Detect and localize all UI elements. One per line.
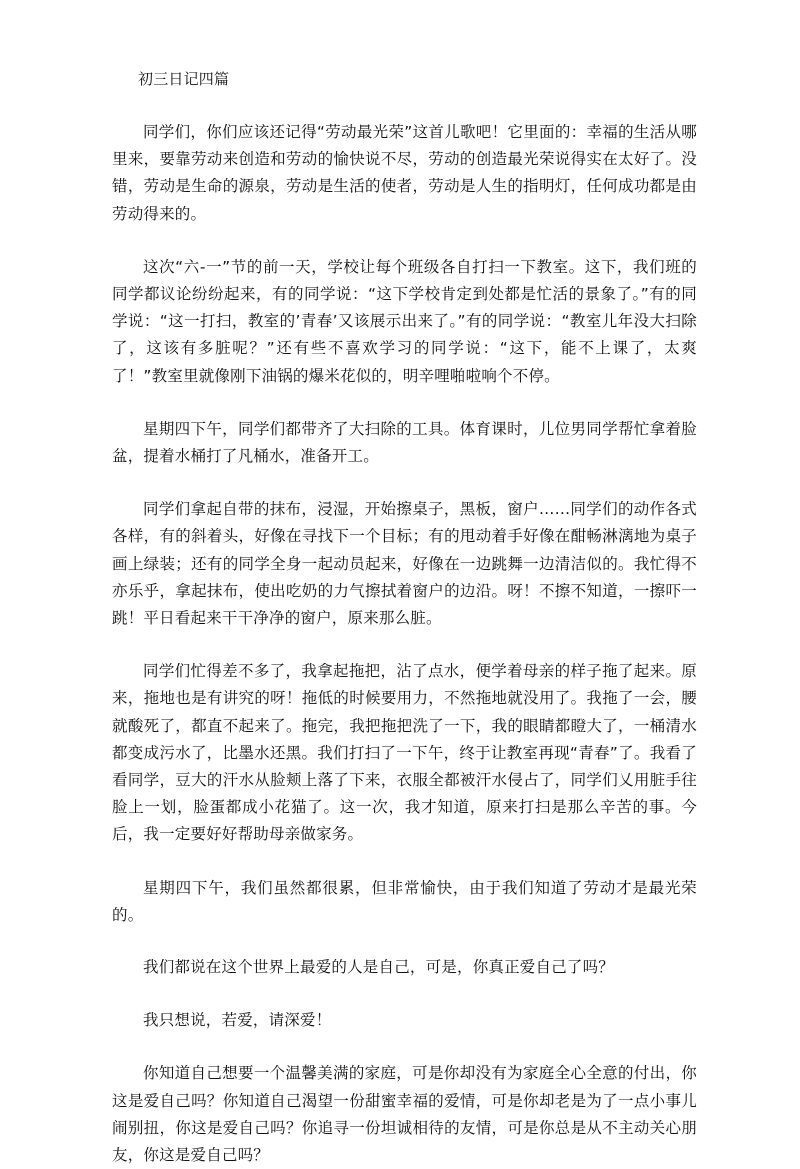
paragraph-1: 同学们，你们应该还记得“劳动最光荣”这首儿歌吧！它里面的：幸福的生活从哪里来，要靠劳动来创造和劳动的愉快说不尽，劳动的创造最光荣说得实在太好了。没错，劳动是生命的源泉，劳动是生活的使者，劳动是人生的指明灯，任何成功都是由劳动得来的。 <box>112 123 697 223</box>
paragraph-4: 同学们拿起自带的抹布，浸湿，开始擦桌子，黑板，窗户……同学们的动作各式各样，有的斜着头，好像在寻找下一个目标；有的甩动着手好像在酣畅淋漓地为桌子画上绿装；还有的同学全身一起动员起来，好像在一边跳舞一边清洁似的。我忙得不亦乐乎，拿起抹布，使出吃奶的力气擦拭着窗户的边沿。呀！不擦不知道，一擦吓一跳！平日看起来干干净净的窗户，原来那么脏。 <box>112 500 697 628</box>
document-title: 初三日记四篇 <box>138 70 230 88</box>
spacer <box>112 632 697 658</box>
spacer <box>112 470 697 496</box>
paragraph-7: 我们都说在这个世界上最爱的人是自己，可是，你真正爱自己了吗？ <box>143 958 615 977</box>
document-body <box>112 66 697 1169</box>
spacer <box>112 929 697 954</box>
paragraph-9: 你知道自己想要一个温馨美满的家庭，可是你却没有为家庭全心全意的付出，你这是爱自己吗？你知道自己渴望一份甜蜜幸福的爱情，可是你却老是为了一点小事儿闹别扭，你这是爱自己吗？你追寻一份坦诚相待的友情，可是你总是从不主动关心朋友，你这是爱自己吗？ <box>112 1064 697 1165</box>
spacer <box>112 228 697 254</box>
paragraph-2: 这次“六-一”节的前一天，学校让每个班级各自打扫一下教室。这下，我们班的同学都议论纷纷起来，有的同学说：“这下学校肯定到处都是忙活的景象了。”有的同学说：“这一打扫，教室的’青春’又该展示出来了。”有的同学说：“教室儿年没大扫除了，这该有多脏呢？”还有些不喜欢学习的同学说：“这下，能不上课了，太爽了！”教室里就像刚下油锅的爆米花似的，明辛哩啪啦响个不停。 <box>112 257 697 385</box>
spacer <box>112 93 697 119</box>
spacer <box>112 981 697 1007</box>
spacer <box>112 849 697 875</box>
spacer <box>112 390 697 416</box>
paragraph-8: 我只想说，若爱，请深爱！ <box>143 1011 332 1030</box>
spacer <box>112 1034 697 1060</box>
paragraph-3: 星期四下午，同学们都带齐了大扫除的工具。体育课时，儿位男同学帮忙拿着脸盆，提着水桶打了凡桶水，准备开工。 <box>112 419 697 466</box>
paragraph-5: 同学们忙得差不多了，我拿起拖把，沾了点水，便学着母亲的样子拖了起来。原来，拖地也是有讲究的呀！拖低的时候要用力，不然拖地就没用了。我拖了一会，腰就酸死了，都直不起来了。拖完，我把拖把洗了一下，我的眼睛都瞪大了，一桶清水都变成污水了，比墨水还黑。我们打扫了一下午，终于让教室再现“青春”了。我看了看同学，豆大的汗水从脸颊上落了下来，衣服全都被汗水侵占了，同学们乂用脏手往脸上一划，脸蛋都成小花猫了。这一次，我才知道，原来打扫是那么辛苦的事。今后，我一定要好好帮助母亲做家务。 <box>112 662 697 844</box>
paragraph-6: 星期四下午，我们虽然都很累，但非常愉快，由于我们知道了劳动才是最光荣的。 <box>112 878 697 924</box>
